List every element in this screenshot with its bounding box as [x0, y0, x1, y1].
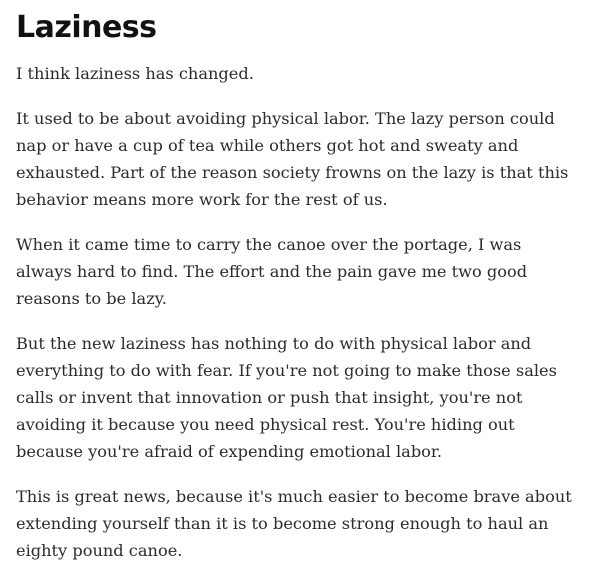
paragraph-3: When it came time to carry the canoe over the portage, I was always hard to find. The effort and the pain gave me two good reasons to be lazy. [16, 235, 528, 308]
article-title: Laziness [16, 10, 157, 45]
article [16, 8, 576, 582]
paragraph-1: I think laziness has changed. [16, 64, 254, 83]
paragraph-2: It used to be about avoiding physical labor. The lazy person could nap or have a cup of tea while others got hot and sweaty and exhausted. Part of the reason society frowns on the lazy is that this behavior means more work for the rest of us. [16, 109, 569, 209]
paragraph-5: This is great news, because it's much easier to become brave about extending yourself than it is to become strong enough to haul an eighty pound canoe. [16, 487, 572, 560]
paragraph-4: But the new laziness has nothing to do with physical labor and everything to do with fear. If you're not going to make those sales calls or invent that innovation or push that insight, you're not avoiding it because you need physical rest. You're hiding out because you're afraid of expending emotional labor. [16, 334, 557, 461]
